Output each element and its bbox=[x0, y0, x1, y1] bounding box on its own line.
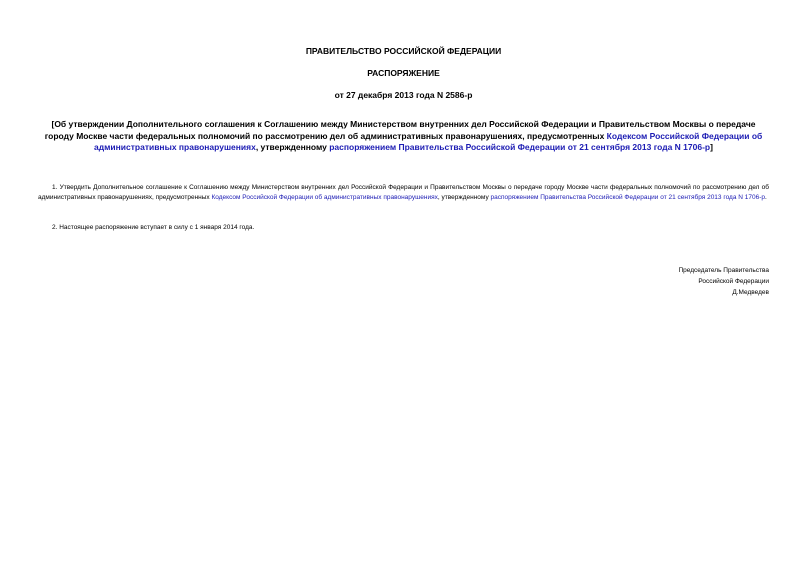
document-title bbox=[38, 119, 769, 154]
paragraph-1-text-2: , утвержденному bbox=[437, 194, 491, 202]
title-order-link[interactable]: распоряжением Правительства Российской Федерации от 21 сентября 2013 года N 1706-р bbox=[329, 142, 711, 153]
paragraph-1 bbox=[38, 183, 769, 204]
paragraph-2: 2. Настоящее распоряжение вступает в силу с 1 января 2014 года. bbox=[52, 224, 255, 231]
paragraph-1-codex-link[interactable]: Кодексом Российской Федерации об административных правонарушениях bbox=[211, 194, 438, 202]
signature-position: Председатель Правительства bbox=[678, 267, 769, 274]
title-codex-link[interactable]: Кодексом Российской Федерации об административных правонарушениях bbox=[94, 130, 763, 153]
paragraph-1-text-3: . bbox=[765, 194, 767, 202]
signature-country: Российской Федерации bbox=[698, 278, 769, 285]
document-type-heading: РАСПОРЯЖЕНИЕ bbox=[367, 68, 440, 78]
title-text-2: , утвержденному bbox=[255, 142, 330, 153]
title-text-1: [Об утверждении Дополнительного соглашения к Соглашению между Министерством внутренних дел Российской Федерации и Правительством Москвы о передаче городу Москве части федеральных полномочий по рассмотрению дел об административных правонарушениях, предусмотренных bbox=[44, 119, 756, 141]
title-text-3: ] bbox=[710, 142, 713, 153]
signature-block bbox=[678, 265, 769, 298]
document-date-number: от 27 декабря 2013 года N 2586-р bbox=[334, 90, 473, 100]
government-heading: ПРАВИТЕЛЬСТВО РОССИЙСКОЙ ФЕДЕРАЦИИ bbox=[305, 46, 502, 56]
signature-name: Д.Медведев bbox=[732, 289, 769, 296]
paragraph-1-text-1: 1. Утвердить Дополнительное соглашение к Соглашению между Министерством внутренних дел Российской Федерации и Правительством Москвы о передаче городу Москве части федеральных полномочий по рассмотрению дел об административных правонарушениях, предусмотренных bbox=[38, 184, 769, 202]
paragraph-1-order-link[interactable]: распоряжением Правительства Российской Федерации от 21 сентября 2013 года N 1706-р bbox=[490, 194, 766, 202]
